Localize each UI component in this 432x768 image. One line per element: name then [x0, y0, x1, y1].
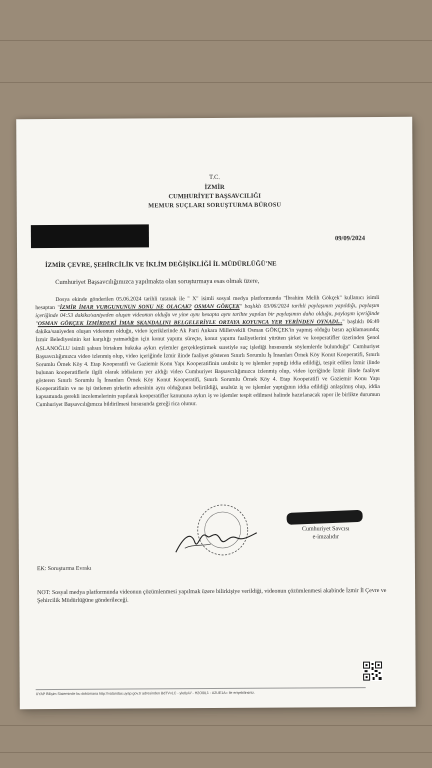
handwritten-title-1: İZMİR İMAR VURGUNUNUN SONU NE OLACAK?	[59, 304, 192, 312]
body-text: " başlıklı 03/06/2024 tarihli paylaşımın yapıldığı, paylaşım içeriğinde 04:53 dakika/saniyeden oluşan videonun olduğu ve yine aynı hesapta aynı tarihte yapılan bir paylaşımın daha olduğu, paylaşım içeriğinde "	[35, 303, 380, 328]
handwritten-title-2: OSMAN GÖKÇEK İZMİRDEKİ İMAR SKANDALINI BELGELERİYLE ORTAYA KOYUNCA YER YERİNDEN OYNADI...	[37, 319, 343, 328]
uyap-footer: UYAP Bilişim Sisteminde bu dokümana http://vatandas.uyap.gov.tr adresinden BdTVvLC - yle0yU/ - H2Ol0L1 - A2UE1A= ile erişebilirsiniz.	[36, 687, 366, 696]
signatory-block	[281, 525, 371, 542]
addressee: İZMİR ÇEVRE, ŞEHİRCİLİK VE İKLİM DEĞİŞİKLİĞİ İL MÜDÜRLÜĞÜ'NE	[45, 260, 277, 270]
body-paragraph	[35, 294, 380, 409]
signature-stamp-icon	[171, 500, 261, 571]
handwritten-name: OSMAN GÖKÇEK	[194, 303, 240, 311]
redacted-block	[31, 224, 149, 248]
header-city: İZMİR	[204, 183, 225, 192]
intro-line: Cumhuriyet Başsavcılığımızca yapılmakta olan soruşturmaya esas olmak üzere,	[55, 277, 260, 286]
body-text: " başlıklı 06:49 dakika/saniyeden oluşan videonun olduğu, video içeriklerinde Ak Parti Ankara Milletvekili Osman GÖKÇEK'in yapmış olduğu basın açıklamasında; İzmir Belediyesinin kat karşılığı yatmadığın için konut yapımı süreçte, konut yapımı faaliyetlerini yürüten şirket ve kooperatifler üzerinden Şenol ASLANOĞLU isimli şahsın birtakım hukuka aykırı eylemler gerçekleştirmek suretiyle suç işlediği hususunda söylemlerde bulunduğu" Cumhuriyet Başsavcılığımızca video izlenmiş olup, video içeriğinde İzmir ilinde faaliyet gösteren Sınırlı Sorumlu İş İnsanları Örnek Köy Konut Kooperatifi, Sınırlı Sorumlu Örnek Köy 4. Etap Kooperatifi ve Gaziemir Konu Yapı Kooperatifinin usulsüz iş ve işlemler yaptığı iddia edildiği, tespit edilen İzmir ilinde bulunan kooperatiflerle ilgili olarak iddiaların yer aldığı video Cumhuriyet Başsavcılığımızca izlenmiş olup, video içeriğinde İzmir ilinde faaliyet gösteren Sınırlı Sorumlu İş İnsanları Örnek Köy Konut Kooperatifi, Sınırlı Sorumlu Örnek Köy 4. Etap Kooperatifi ve Gaziemir Konu Yapı Kooperatifinin ve ne işi üstlenen şirketin adresinin aynı olduğunun belirtildiği, usulsüz iş ve işlemler yaptığının iddia edildiği anlaşılmış olup, iddia kapsamında gerekli incelemelerinin yapılarak kooperatifler kanununa aykırı iş ve işlemler tespit edilmesi halinde hazırlanacak rapor ile birlikte durumun Cumhuriyet Başsavcılığımıza bildirilmesi hususunda gereği rica olunur.	[35, 319, 380, 409]
qr-code-icon	[363, 661, 383, 681]
note-paragraph: NOT: Sosyal medya platformunda videonun çözümlenmesi yapılmak üzere bilirkişiye verildiği, videonun çözümlenmesi akabinde İzmir İl Çevre ve Şehircilik Müdürlüğüne gönderileceği.	[37, 587, 387, 605]
document-page	[16, 117, 416, 709]
esign-note: e-imzalıdır	[312, 534, 339, 541]
redacted-signatory	[286, 510, 362, 525]
header-tc: T.C.	[209, 173, 221, 182]
attachment-line: EK: Soruşturma Evrakı	[36, 565, 92, 573]
document-date: 09/09/2024	[334, 235, 366, 243]
header-bureau: MEMUR SUÇLARI SORUŞTURMA BÜROSU	[148, 201, 282, 210]
header-office: CUMHURİYET BAŞSAVCILIĞI	[168, 192, 261, 201]
signatory-title: Cumhuriyet Savcısı	[301, 526, 350, 533]
body-text: Dosya ekinde gönderilen 05.06.2024 tarihli tutanak ile " X" isimli sosyal medya platformunda "İbrahim Melih Gökçek" kullanıcı isimli hesaptan "	[35, 295, 380, 312]
